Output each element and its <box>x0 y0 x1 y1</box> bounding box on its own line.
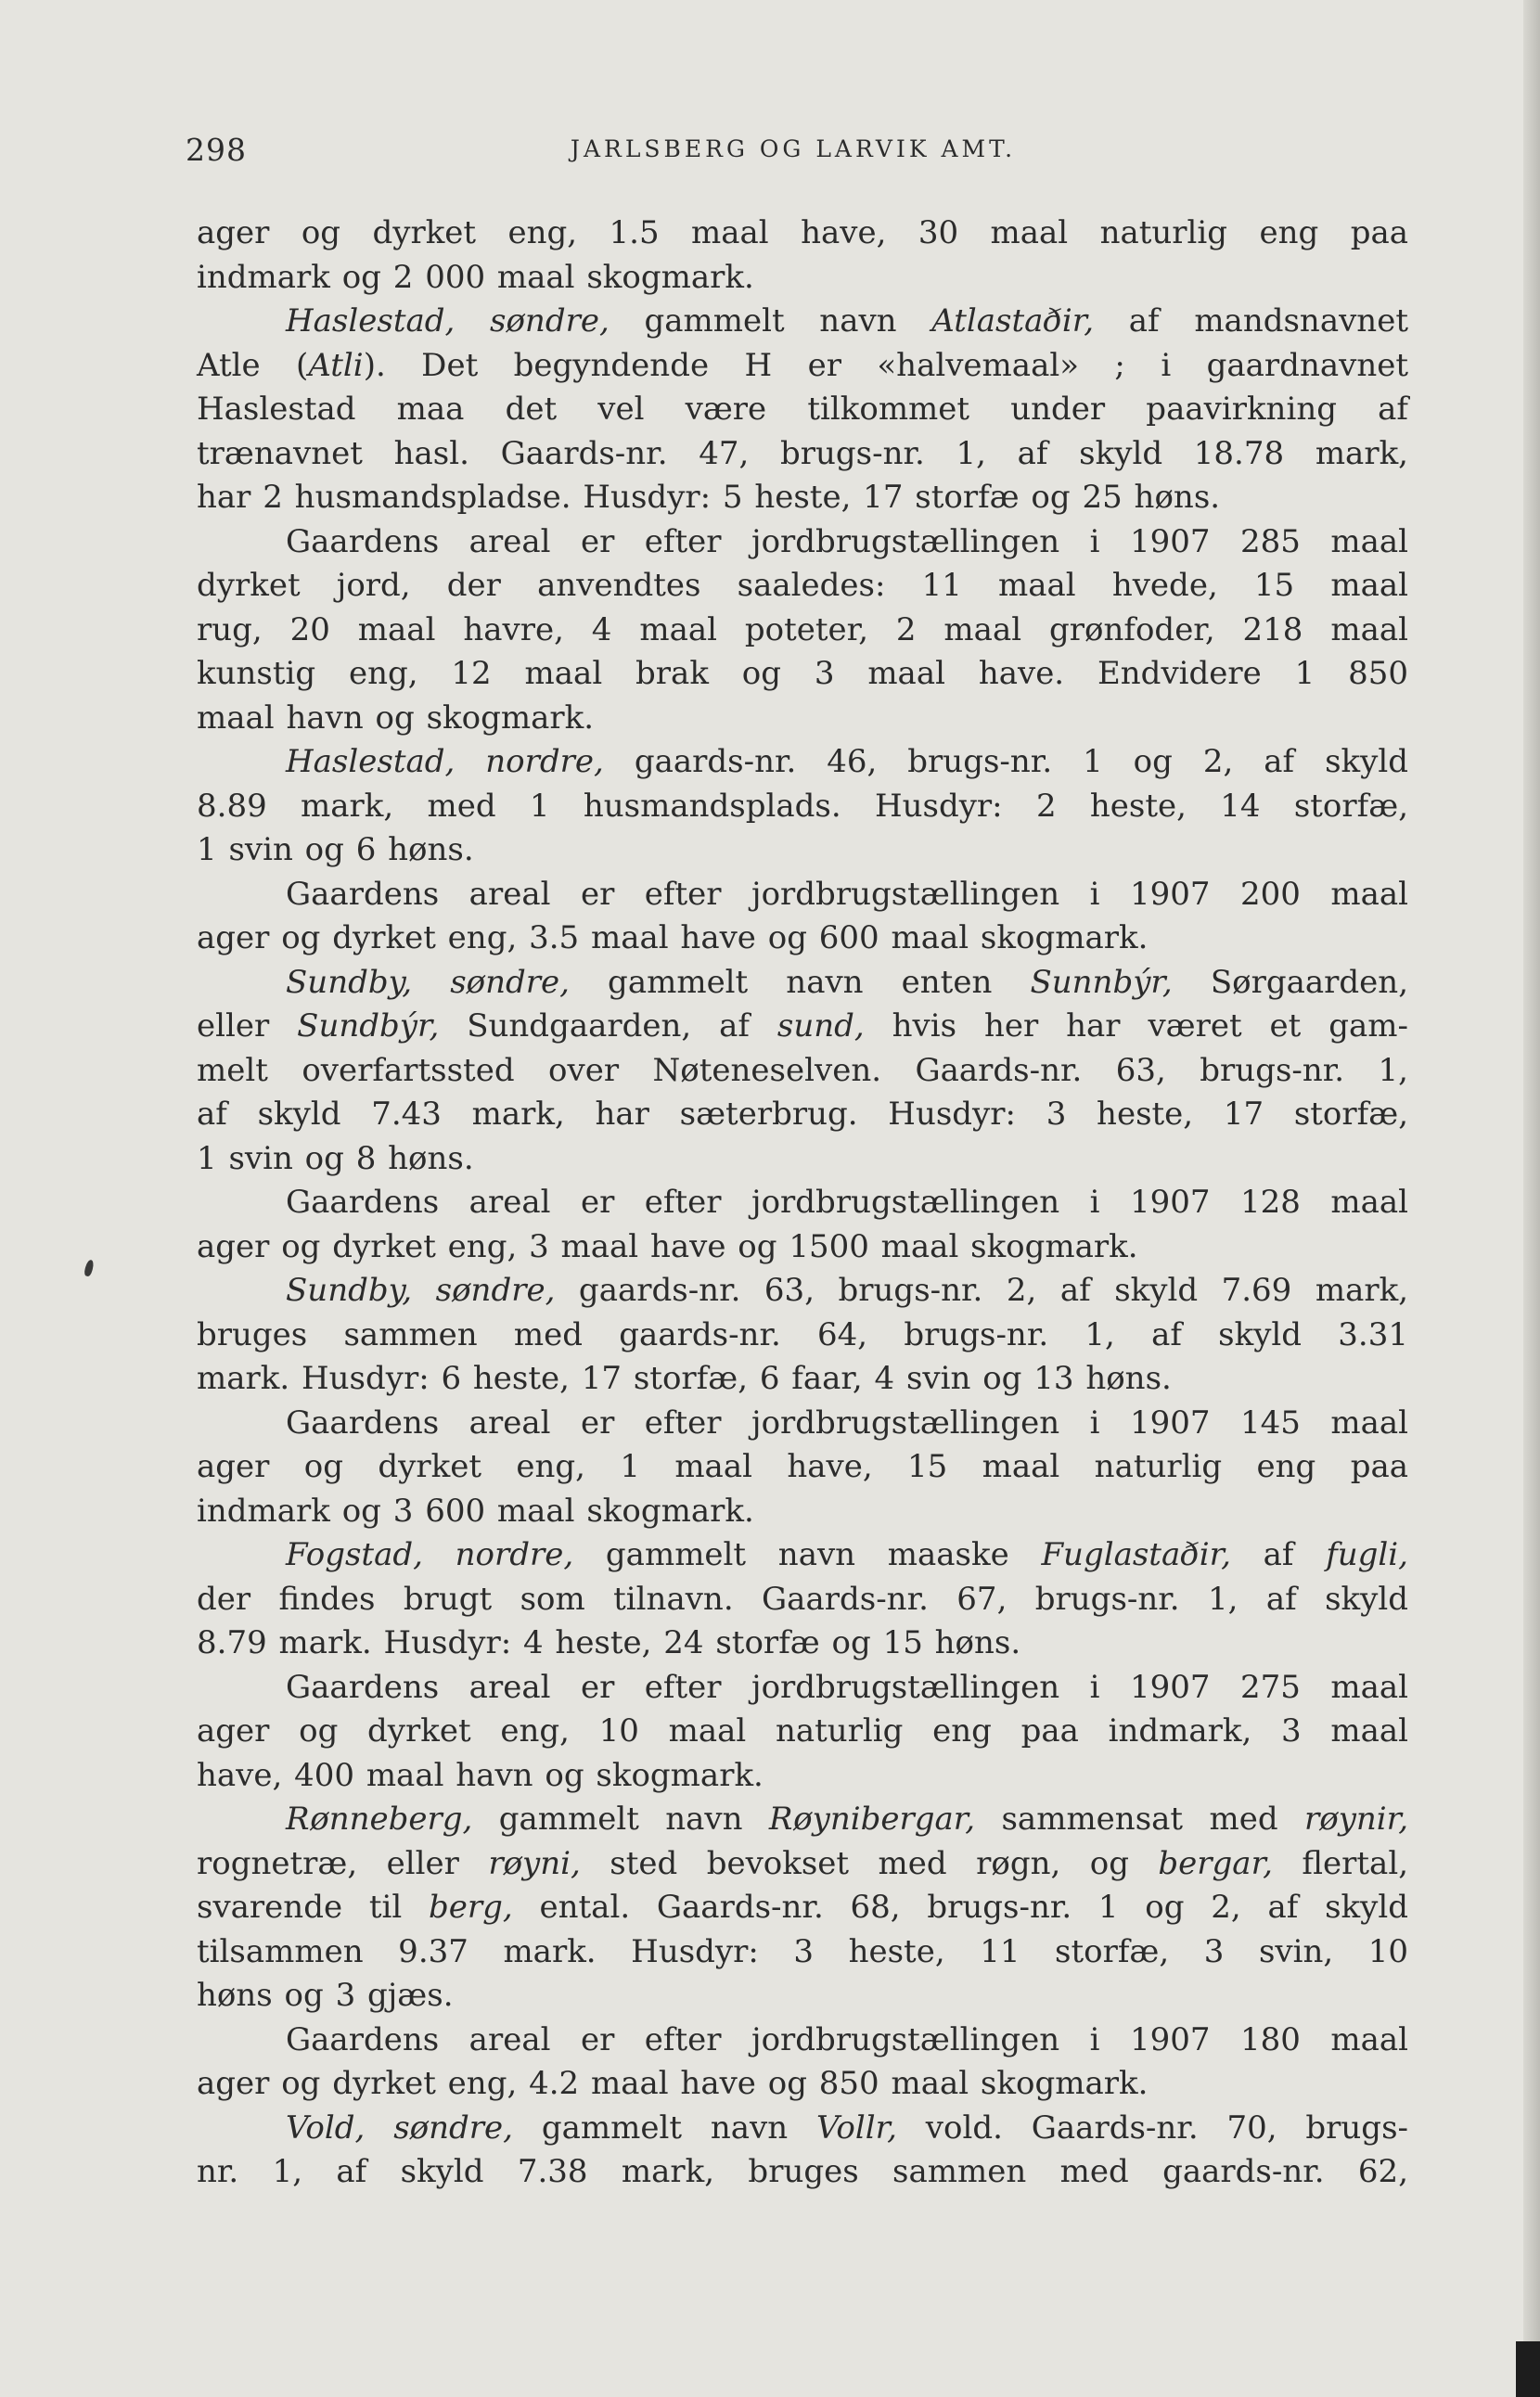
text-line: maal havn og skogmark. <box>197 699 595 737</box>
scan-corner <box>1516 2341 1540 2397</box>
body-text <box>197 212 1408 2195</box>
text-line: rug, 20 maal havre, 4 maal poteter, 2 maal grønfoder, 218 maal <box>197 610 1408 648</box>
text-line: nr. 1, af skyld 7.38 mark, bruges sammen med gaards-nr. 62, <box>197 2153 1408 2190</box>
old-name: bergar, <box>1158 1844 1273 1882</box>
text-line: ager og dyrket eng, 3 maal have og 1500 maal skogmark. <box>197 1227 1138 1265</box>
text-line: Gaardens areal er efter jordbrugstællingen i 1907 180 maal <box>286 2020 1408 2058</box>
text-line: rognetræ, eller røyni, sted bevokset med røgn, og bergar, flertal, <box>197 1844 1409 1882</box>
farm-name: Sundby, søndre, <box>286 1272 556 1309</box>
text-line: ager og dyrket eng, 1 maal have, 15 maal naturlig eng paa <box>197 1448 1408 1485</box>
text-line: ager og dyrket eng, 10 maal naturlig eng paa indmark, 3 maal <box>197 1712 1408 1750</box>
old-name: Fuglastaðir, <box>1041 1536 1231 1573</box>
text-line: Haslestad maa det vel være tilkommet under paavirkning af <box>197 391 1408 428</box>
text-line: Gaardens areal er efter jordbrugstællingen i 1907 285 maal <box>286 522 1408 560</box>
old-name: sund, <box>776 1007 865 1045</box>
text-line: kunstig eng, 12 maal brak og 3 maal have. Endvidere 1 850 <box>197 655 1408 692</box>
text-line: Atle (Atli). Det begyndende H er «halvemaal» ; i gaardnavnet <box>197 346 1408 384</box>
entry-line-ronneberg: Rønneberg, gammelt navn Røynibergar, sammensat med røynir, <box>286 1801 1408 1838</box>
old-name: Sunnbýr, <box>1030 963 1173 1001</box>
entry-line-vold-sondre: Vold, søndre, gammelt navn Vollr, vold. Gaards-nr. 70, brugs- <box>286 2109 1409 2147</box>
farm-name: Haslestad, nordre, <box>286 743 604 780</box>
farm-name: Sundby, søndre, <box>286 963 570 1001</box>
old-name: Atlastaðir, <box>931 302 1095 340</box>
text-line: 8.89 mark, med 1 husmandsplads. Husdyr: 2 heste, 14 storfæ, <box>197 787 1408 825</box>
entry-line-fogstad-nordre: Fogstad, nordre, gammelt navn maaske Fuglastaðir, af fugli, <box>286 1536 1408 1573</box>
text-line: ager og dyrket eng, 3.5 maal have og 600 maal skogmark. <box>197 919 1149 956</box>
entry-line-haslestad-nordre: Haslestad, nordre, gaards-nr. 46, brugs-nr. 1 og 2, af skyld <box>286 743 1408 780</box>
old-name: røyni, <box>488 1844 581 1882</box>
text-line: Gaardens areal er efter jordbrugstællingen i 1907 128 maal <box>286 1184 1408 1221</box>
text-line: melt overfartssted over Nøteneselven. Gaards-nr. 63, brugs-nr. 1, <box>197 1051 1408 1089</box>
text-line: der findes brugt som tilnavn. Gaards-nr. 67, brugs-nr. 1, af skyld <box>197 1580 1408 1618</box>
text-line: Gaardens areal er efter jordbrugstællingen i 1907 275 maal <box>286 1668 1408 1706</box>
text-line: 1 svin og 8 høns. <box>197 1139 474 1177</box>
margin-ink-mark <box>83 1259 95 1276</box>
farm-name: Vold, søndre, <box>286 2109 513 2147</box>
text-line: ager og dyrket eng, 4.2 maal have og 850 maal skogmark. <box>197 2065 1149 2102</box>
farm-name: Rønneberg, <box>286 1801 473 1838</box>
old-name: berg, <box>429 1889 513 1926</box>
scan-edge <box>1523 0 1540 2397</box>
old-name: Røynibergar, <box>768 1801 976 1838</box>
text-line: 1 svin og 6 høns. <box>197 831 474 868</box>
old-name: Atli <box>308 346 364 384</box>
text-line: Gaardens areal er efter jordbrugstællingen i 1907 145 maal <box>286 1404 1408 1442</box>
text-line: ager og dyrket eng, 1.5 maal have, 30 maal naturlig eng paa <box>197 214 1408 251</box>
text-line: mark. Husdyr: 6 heste, 17 storfæ, 6 faar, 4 svin og 13 høns. <box>197 1360 1172 1397</box>
text-line: indmark og 3 600 maal skogmark. <box>197 1492 754 1530</box>
text-line: af skyld 7.43 mark, har sæterbrug. Husdyr: 3 heste, 17 storfæ, <box>197 1096 1408 1133</box>
entry-line-sundby-sondre: Sundby, søndre, gammelt navn enten Sunnbýr, Sørgaarden, <box>286 963 1408 1001</box>
text-line: indmark og 2 000 maal skogmark. <box>197 258 754 296</box>
text-line: høns og 3 gjæs. <box>197 1977 454 2014</box>
text-line: 8.79 mark. Husdyr: 4 heste, 24 storfæ og 15 høns. <box>197 1624 1021 1661</box>
text-line: dyrket jord, der anvendtes saaledes: 11 maal hvede, 15 maal <box>197 567 1408 604</box>
running-head <box>186 132 1401 173</box>
text-line: have, 400 maal havn og skogmark. <box>197 1756 764 1794</box>
text-line: svarende til berg, ental. Gaards-nr. 68, brugs-nr. 1 og 2, af skyld <box>197 1889 1408 1926</box>
text-line: Gaardens areal er efter jordbrugstællingen i 1907 200 maal <box>286 875 1408 913</box>
entry-line-sundby-sondre-2: Sundby, søndre, gaards-nr. 63, brugs-nr. 2, af skyld 7.69 mark, <box>286 1272 1409 1309</box>
farm-name: Haslestad, søndre, <box>286 302 610 340</box>
text-line: bruges sammen med gaards-nr. 64, brugs-nr. 1, af skyld 3.31 <box>197 1315 1408 1353</box>
text-line: trænavnet hasl. Gaards-nr. 47, brugs-nr. 1, af skyld 18.78 mark, <box>197 434 1408 472</box>
old-name: fugli, <box>1326 1536 1408 1573</box>
running-title: JARLSBERG OG LARVIK AMT. <box>570 135 1017 162</box>
farm-name: Fogstad, nordre, <box>286 1536 574 1573</box>
text-line: har 2 husmandspladse. Husdyr: 5 heste, 17 storfæ og 25 høns. <box>197 479 1221 516</box>
text-line: tilsammen 9.37 mark. Husdyr: 3 heste, 11 storfæ, 3 svin, 10 <box>197 1932 1408 1970</box>
old-name: Vollr, <box>815 2109 897 2147</box>
old-name: røynir, <box>1303 1801 1408 1838</box>
text-line: eller Sundbýr, Sundgaarden, af sund, hvis her har været et gam- <box>197 1007 1409 1045</box>
entry-line-haslestad-sondre: Haslestad, søndre, gammelt navn Atlastaðir, af mandsnavnet <box>286 302 1408 340</box>
old-name: Sundbýr, <box>297 1007 440 1045</box>
page-number: 298 <box>186 132 247 168</box>
